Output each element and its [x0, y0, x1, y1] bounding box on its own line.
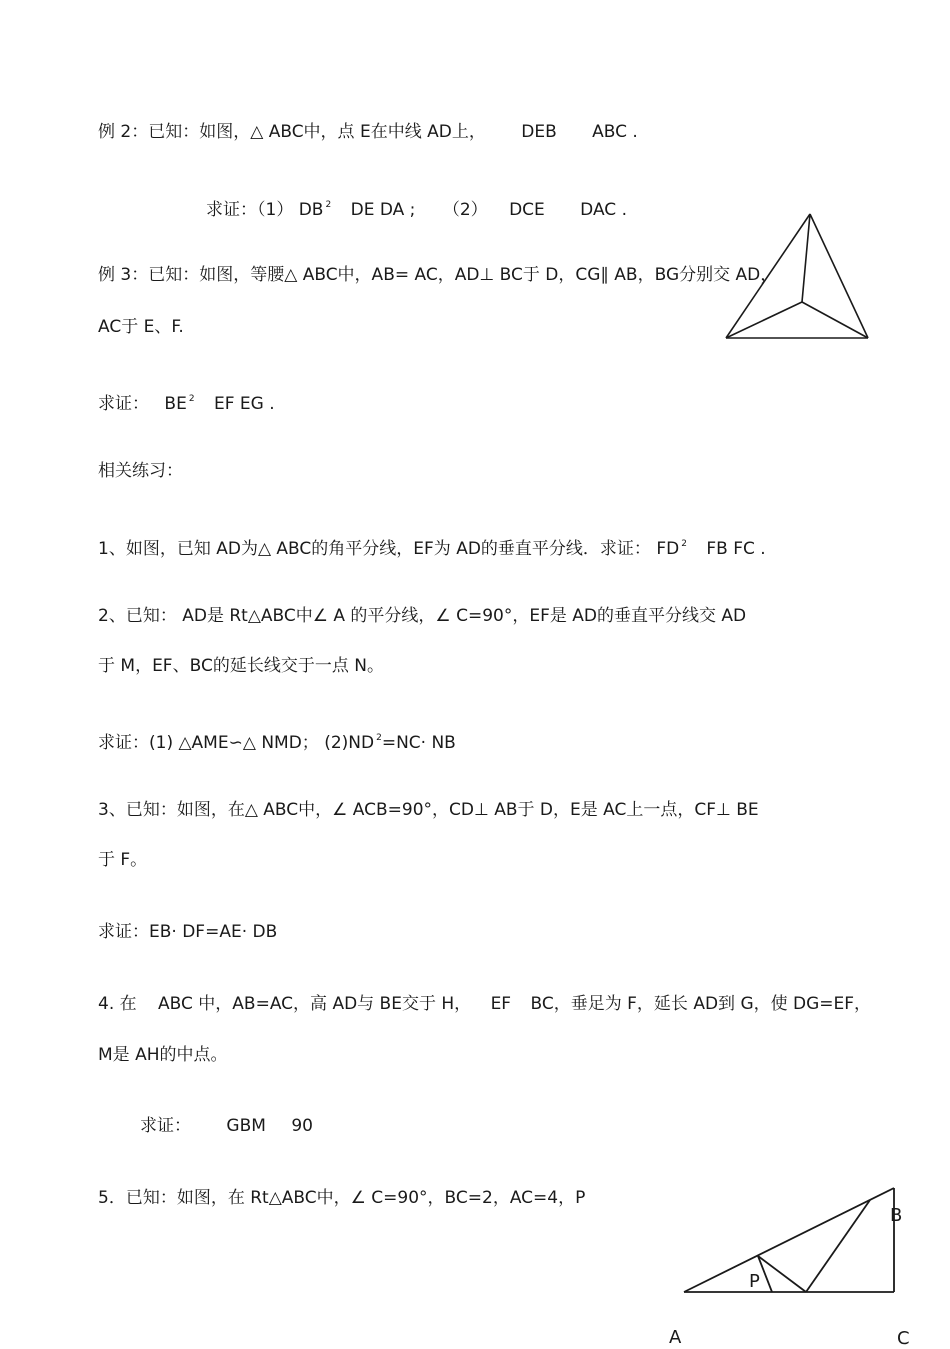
ex2-sup: 2	[325, 200, 332, 210]
practice-title: 相关练习：	[98, 461, 183, 481]
fig2-label-b: B	[890, 1205, 903, 1226]
p4-line1a: 4. 在	[98, 994, 137, 1014]
ex2-proof-label: 求证：（1） DB	[206, 200, 324, 220]
p1-text: 1、如图，已知 AD为△ ABC的角平分线，EF为 AD的垂直平分线．求证：	[98, 539, 651, 559]
p4-line1b: ABC 中，AB=AC，高 AD与 BE交于 H，	[158, 994, 472, 1014]
ex2-proof-1b: DE DA ;	[350, 200, 416, 220]
p4-proof-90: 90	[291, 1116, 313, 1136]
p3-proof: 求证：EB· DF=AE· DB	[98, 922, 278, 942]
ex3-statement-1: 例 3：已知：如图，等腰△ ABC中，AB= AC，AD⊥ BC于 D，CG∥ AB，BG分别交 AD，	[98, 265, 778, 285]
fig2-hypotenuse	[684, 1188, 894, 1292]
p2-sup: 2	[376, 733, 382, 743]
p4-statement-2: M是 AH的中点。	[98, 1045, 228, 1065]
p2-statement-1: 2、已知： AD是 Rt△ABC中∠ A 的平分线，∠ C=90°，EF是 AD的垂直平分线交 AD	[98, 606, 747, 626]
ex3-statement-2: AC于 E、F.	[98, 317, 184, 337]
ex3-sup: 2	[188, 394, 195, 404]
p1-sup: 2	[681, 539, 687, 549]
fig2-label-c: C	[897, 1328, 910, 1349]
ex2-angle-abc: ABC .	[592, 122, 638, 142]
fig1-side-ab	[726, 214, 810, 338]
p1-fd: FD	[656, 539, 680, 559]
p4-proof-label: 求证：	[140, 1116, 191, 1136]
fig2-label-p: P	[749, 1271, 760, 1292]
ex2-statement-text: 例 2：已知：如图，△ ABC中，点 E在中线 AD上，	[98, 122, 486, 142]
p1-tail: FB FC .	[706, 539, 766, 559]
ex2-proof-2c: DAC .	[580, 200, 627, 220]
p4-line1d: BC，垂足为 F，延长 AD到 G，使 DG=EF，	[530, 994, 872, 1014]
ex3-proof-be: BE	[164, 394, 187, 414]
ex3-proof-tail: EF EG .	[213, 394, 275, 414]
p3-statement-2: 于 F。	[98, 850, 148, 870]
p5-statement-1: 5．已知：如图，在 Rt△ABC中，∠ C=90°，BC=2，AC=4，P	[98, 1188, 586, 1208]
fig2-segment-3	[806, 1200, 870, 1292]
ex2-proof-2b: DCE	[509, 200, 545, 220]
ex3-proof-label: 求证：	[98, 394, 149, 414]
p2-proof-text: 求证：(1) △AME∽△ NMD； (2)ND	[98, 733, 375, 753]
fig1-segment-ec	[802, 302, 868, 338]
ex2-angle-deb: DEB	[521, 122, 557, 142]
ex2-proof-2: （2）	[442, 200, 488, 220]
p2-statement-2: 于 M，EF、BC的延长线交于一点 N。	[98, 656, 384, 676]
p2-proof-tail: =NC· NB	[381, 733, 456, 753]
fig2-label-a: A	[669, 1327, 682, 1348]
fig1-median	[802, 214, 810, 302]
p4-proof-gbm: GBM	[226, 1116, 266, 1136]
fig1-side-ac	[810, 214, 868, 338]
p4-line1c: EF	[490, 994, 512, 1014]
p3-statement-1: 3、已知：如图，在△ ABC中，∠ ACB=90°，CD⊥ AB于 D，E是 AC上一点，CF⊥ BE	[98, 800, 759, 820]
